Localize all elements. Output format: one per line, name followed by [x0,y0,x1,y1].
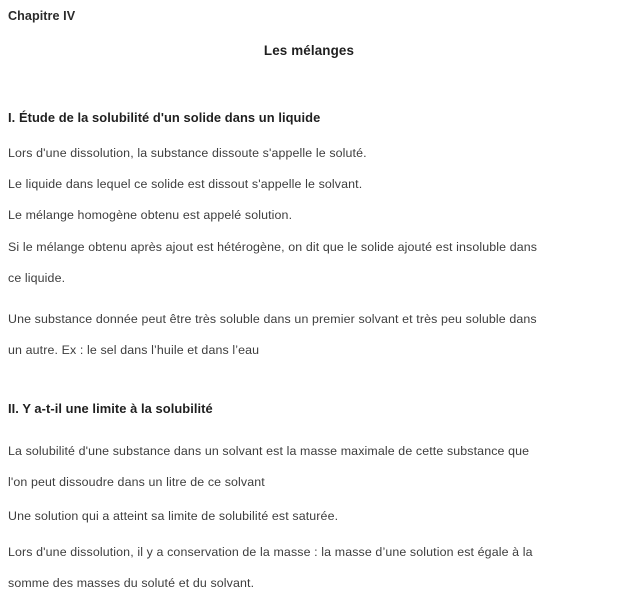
chapter-label: Chapitre IV [8,9,76,23]
section-heading-2: II. Y a-t-il une limite à la solubilité [8,401,213,416]
section-heading-1: I. Étude de la solubilité d'un solide dans un liquide [8,110,321,125]
paragraph-line: Une solution qui a atteint sa limite de solubilité est saturée. [8,509,339,523]
paragraph-line: un autre. Ex : le sel dans l’huile et dans l’eau [8,343,260,357]
paragraph-line: Si le mélange obtenu après ajout est hétérogène, on dit que le solide ajouté est insoluble dans [8,240,538,254]
paragraph-line: Une substance donnée peut être très soluble dans un premier solvant et très peu soluble dans [8,312,537,326]
paragraph-line: La solubilité d'une substance dans un solvant est la masse maximale de cette substance que [8,444,530,458]
document-title: Les mélanges [263,43,355,58]
paragraph-line: l'on peut dissoudre dans un litre de ce solvant [8,475,265,489]
paragraph-line: Le liquide dans lequel ce solide est dissout s'appelle le solvant. [8,177,363,191]
paragraph-line: ce liquide. [8,271,66,285]
paragraph-line: Lors d'une dissolution, il y a conservation de la masse : la masse d’une solution est égale à la [8,545,533,559]
paragraph-line: Le mélange homogène obtenu est appelé solution. [8,208,293,222]
paragraph-line: somme des masses du soluté et du solvant. [8,576,255,590]
paragraph-line: Lors d'une dissolution, la substance dissoute s'appelle le soluté. [8,146,367,160]
